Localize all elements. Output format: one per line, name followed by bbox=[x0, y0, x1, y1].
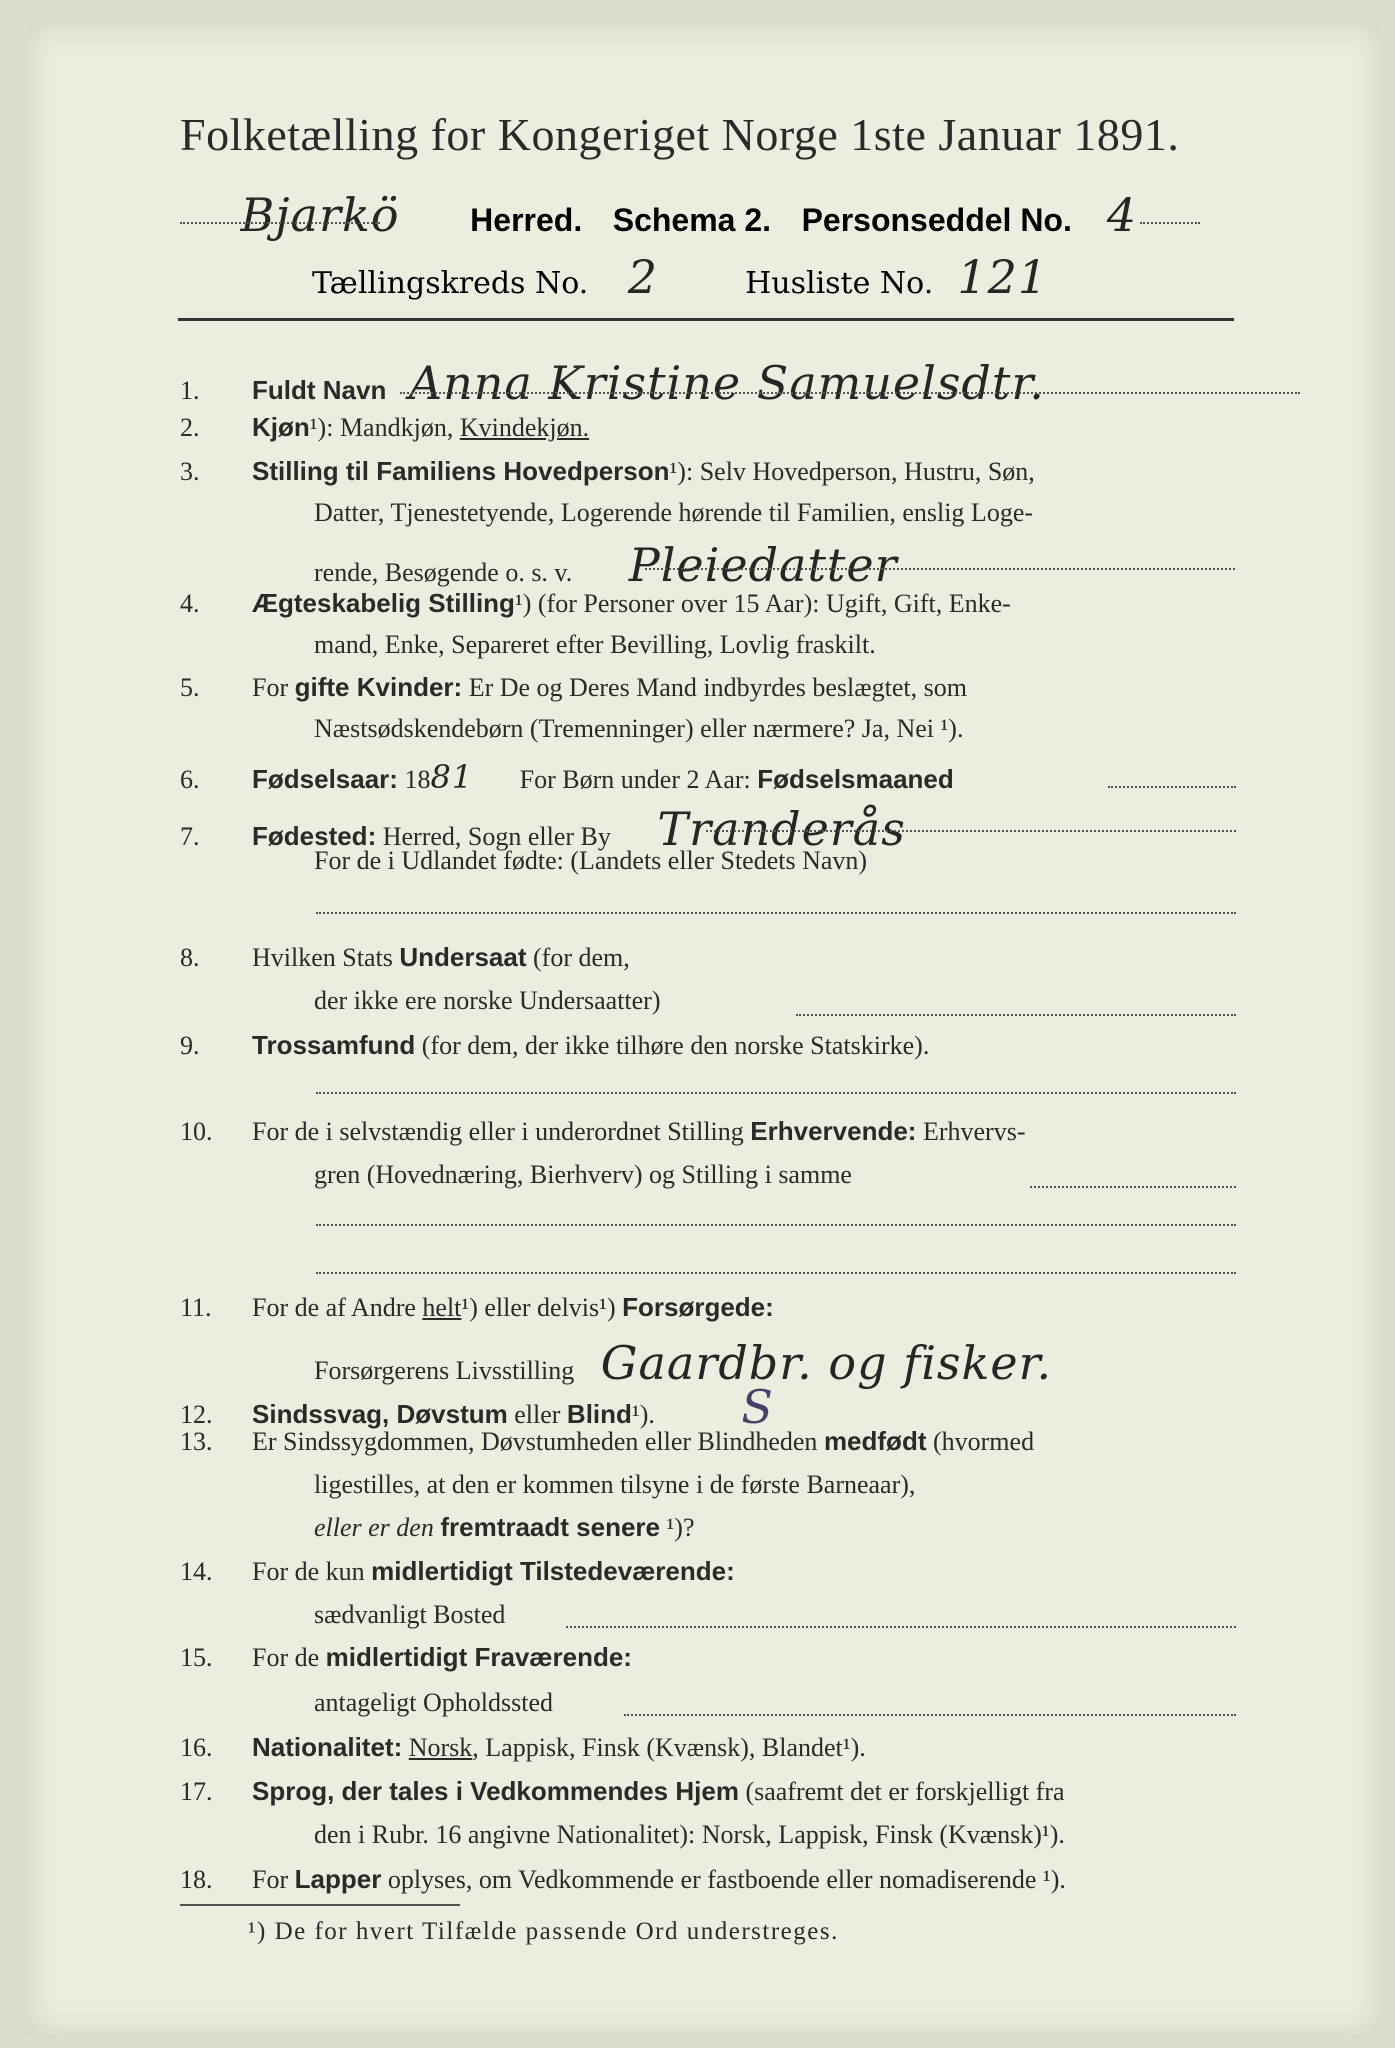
item-number: 8. bbox=[180, 943, 200, 972]
item-number: 6. bbox=[180, 765, 200, 794]
name-dotted-line bbox=[400, 392, 1300, 394]
religion-dotted-line bbox=[316, 1092, 1236, 1094]
header-divider bbox=[178, 318, 1234, 321]
supported-selected: helt bbox=[422, 1293, 462, 1322]
item-3-line2: Datter, Tjenestetyende, Logerende hørende til Familien, enslig Loge- bbox=[314, 498, 1034, 527]
herred-line bbox=[180, 188, 1162, 242]
item-14-line2: sædvanligt Bosted bbox=[314, 1600, 506, 1629]
item-text: For bbox=[252, 673, 295, 702]
item-10-line2: gren (Hovednæring, Bierhverv) og Stilling i samme bbox=[314, 1160, 852, 1189]
birth-year-prefix: 18 bbox=[404, 765, 431, 794]
item-number: 13. bbox=[180, 1427, 213, 1456]
item-number: 9. bbox=[180, 1031, 200, 1060]
item-label: Nationalitet: bbox=[252, 1732, 403, 1762]
item-6 bbox=[180, 758, 954, 796]
item-label: Blind bbox=[566, 1399, 632, 1429]
item-label: medfødt bbox=[823, 1426, 927, 1456]
item-number: 2. bbox=[180, 413, 200, 442]
item-13 bbox=[180, 1426, 1034, 1457]
occupation-dotted-line-2 bbox=[316, 1224, 1236, 1226]
item-label: Sprog, der tales i Vedkommendes Hjem bbox=[252, 1776, 739, 1806]
nationality-selected: Norsk bbox=[408, 1733, 473, 1762]
item-15 bbox=[180, 1642, 632, 1673]
full-name-value: Anna Kristine Samuelsdtr. bbox=[408, 356, 1045, 410]
item-9 bbox=[180, 1030, 929, 1061]
personseddel-dotted-line bbox=[1140, 222, 1200, 224]
item-text: For Børn under 2 Aar: bbox=[519, 765, 751, 794]
item-text: , Lappisk, Finsk (Kvænsk), Blandet¹). bbox=[472, 1733, 866, 1762]
item-number: 7. bbox=[180, 822, 200, 851]
kreds-line bbox=[312, 250, 1063, 304]
item-label: Undersaat bbox=[399, 942, 527, 972]
birth-year-value: 81 bbox=[430, 758, 474, 796]
item-text: (hvormed bbox=[926, 1427, 1035, 1456]
item-text: ¹): Selv Hovedperson, Hustru, Søn, bbox=[669, 457, 1035, 486]
family-position-value: Pleiedatter bbox=[628, 538, 898, 592]
item-text: For de kun bbox=[252, 1557, 372, 1586]
herred-value: Bjarkö bbox=[240, 188, 400, 242]
birthplace-value: Tranderås bbox=[657, 802, 906, 856]
item-text: For bbox=[252, 1865, 295, 1894]
taellingskreds-label: Tællingskreds No. bbox=[312, 266, 589, 301]
occupation-dotted-line-3 bbox=[316, 1272, 1236, 1274]
item-text: Er De og Deres Mand indbyrdes beslægtet, som bbox=[462, 673, 967, 702]
item-13-line2: ligestilles, at den er kommen tilsyne i de første Barneaar), bbox=[314, 1470, 916, 1499]
item-number: 17. bbox=[180, 1777, 213, 1806]
item-number: 18. bbox=[180, 1865, 213, 1894]
form-title: Folketælling for Kongeriget Norge 1ste Januar 1891. bbox=[180, 109, 1180, 160]
item-label: Forsørgede: bbox=[622, 1292, 774, 1322]
item-7-line2: For de i Udlandet fødte: (Landets eller Stedets Navn) bbox=[314, 846, 868, 875]
item-2 bbox=[180, 412, 589, 443]
item-text: ¹) (for Personer over 15 Aar): Ugift, Gift, Enke- bbox=[514, 589, 1011, 618]
item-label: midlertidigt Tilstedeværende: bbox=[371, 1556, 735, 1586]
item-14 bbox=[180, 1556, 735, 1587]
item-label: Erhvervende: bbox=[750, 1116, 917, 1146]
item-18 bbox=[180, 1864, 1066, 1895]
item-text: ¹) eller delvis¹) bbox=[461, 1293, 623, 1322]
item-text: ¹)? bbox=[660, 1513, 695, 1542]
item-text: ¹): Mandkjøn, bbox=[309, 413, 460, 442]
item-label: Trossamfund bbox=[252, 1030, 416, 1060]
gender-selected: Kvindekjøn. bbox=[459, 413, 590, 442]
foreign-birthplace-dotted-line bbox=[316, 912, 1236, 914]
item-text: ¹). bbox=[631, 1400, 655, 1429]
item-label: Ægteskabelig Stilling bbox=[252, 588, 515, 618]
provider-occupation-value: Gaardbr. og fisker. bbox=[600, 1336, 1053, 1390]
item-10 bbox=[180, 1116, 1025, 1147]
taellingskreds-value: 2 bbox=[627, 250, 659, 304]
birthplace-dotted-line bbox=[706, 830, 1236, 832]
item-8-line2: der ikke ere norske Undersaatter) bbox=[314, 986, 661, 1015]
item-text: Erhvervs- bbox=[916, 1117, 1026, 1146]
item-number: 14. bbox=[180, 1557, 213, 1586]
item-8 bbox=[180, 942, 630, 973]
item-text: (for dem, der ikke tilhøre den norske Statskirke). bbox=[415, 1031, 930, 1060]
schema-label: Schema 2. bbox=[612, 202, 772, 238]
personseddel-value: 4 bbox=[1106, 188, 1138, 242]
whereabouts-dotted-line bbox=[624, 1714, 1236, 1716]
item-4 bbox=[180, 588, 1011, 619]
item-label: Stilling til Familiens Hovedperson bbox=[252, 456, 670, 486]
item-3-line3 bbox=[314, 538, 898, 592]
item-17-line2: den i Rubr. 16 angivne Nationalitet): Norsk, Lappisk, Finsk (Kvænsk)¹). bbox=[314, 1820, 1065, 1849]
item-label: midlertidigt Fraværende: bbox=[325, 1642, 632, 1672]
item-label: fremtraadt senere bbox=[440, 1512, 660, 1542]
item-1 bbox=[180, 356, 1045, 410]
residence-dotted-line bbox=[566, 1626, 1236, 1628]
item-text: eller er den bbox=[314, 1513, 441, 1542]
item-label: Fuldt Navn bbox=[252, 375, 387, 405]
item-5-line2: Næstsødskendebørn (Tremenninger) eller nærmere? Ja, Nei ¹). bbox=[314, 714, 964, 743]
item-text: For de i selvstændig eller i underordnet Stilling bbox=[252, 1117, 751, 1146]
position-dotted-line bbox=[645, 568, 1235, 570]
birth-month-dotted-line bbox=[1108, 786, 1236, 788]
item-text: eller bbox=[507, 1400, 567, 1429]
item-number: 10. bbox=[180, 1117, 213, 1146]
item-label: gifte Kvinder: bbox=[294, 672, 463, 702]
item-text: (saafremt det er forskjelligt fra bbox=[738, 1777, 1065, 1806]
item-number: 4. bbox=[180, 589, 200, 618]
item-text: oplyses, om Vedkommende er fastboende eller nomadiserende ¹). bbox=[381, 1865, 1066, 1894]
item-text: For de bbox=[252, 1643, 326, 1672]
item-text: rende, Besøgende o. s. v. bbox=[314, 558, 573, 587]
husliste-value: 121 bbox=[957, 250, 1049, 304]
footnote: ¹) De for hvert Tilfælde passende Ord understreges. bbox=[248, 1918, 839, 1945]
item-number: 3. bbox=[180, 457, 200, 486]
item-label: Lapper bbox=[294, 1864, 382, 1894]
item-label: Sindssvag, Døvstum bbox=[252, 1399, 508, 1429]
item-text: Forsørgerens Livsstilling bbox=[314, 1356, 575, 1385]
item-text: Herred, Sogn eller By bbox=[382, 822, 611, 851]
herred-label: Herred. bbox=[470, 202, 583, 238]
item-13-line3 bbox=[314, 1512, 695, 1543]
item-text: For de af Andre bbox=[252, 1293, 423, 1322]
occupation-dotted-line bbox=[1030, 1186, 1236, 1188]
footnote-divider bbox=[180, 1904, 460, 1906]
item-number: 12. bbox=[180, 1400, 213, 1429]
item-label: Kjøn bbox=[252, 412, 310, 442]
item-text: Er Sindssygdommen, Døvstumheden eller Blindheden bbox=[252, 1427, 824, 1456]
disability-mark: S bbox=[741, 1380, 774, 1434]
item-text: (for dem, bbox=[526, 943, 630, 972]
item-number: 1. bbox=[180, 376, 200, 405]
item-16 bbox=[180, 1732, 866, 1763]
item-label: Fødselsmaaned bbox=[757, 764, 954, 794]
item-text: Hvilken Stats bbox=[252, 943, 400, 972]
item-17 bbox=[180, 1776, 1065, 1807]
personseddel-label: Personseddel No. bbox=[801, 202, 1072, 238]
item-number: 11. bbox=[180, 1293, 212, 1322]
item-label: Fødselsaar: bbox=[252, 764, 398, 794]
item-11 bbox=[180, 1292, 774, 1323]
item-label: Fødested: bbox=[252, 821, 377, 851]
item-number: 15. bbox=[180, 1643, 213, 1672]
item-15-line2: antageligt Opholdssted bbox=[314, 1688, 554, 1717]
husliste-label: Husliste No. bbox=[745, 266, 934, 301]
item-number: 5. bbox=[180, 673, 200, 702]
item-5 bbox=[180, 672, 967, 703]
item-3 bbox=[180, 456, 1035, 487]
item-number: 16. bbox=[180, 1733, 213, 1762]
citizenship-dotted-line bbox=[796, 1014, 1236, 1016]
herred-dotted-line bbox=[180, 222, 380, 224]
item-4-line2: mand, Enke, Separeret efter Bevilling, Lovlig fraskilt. bbox=[314, 630, 876, 659]
